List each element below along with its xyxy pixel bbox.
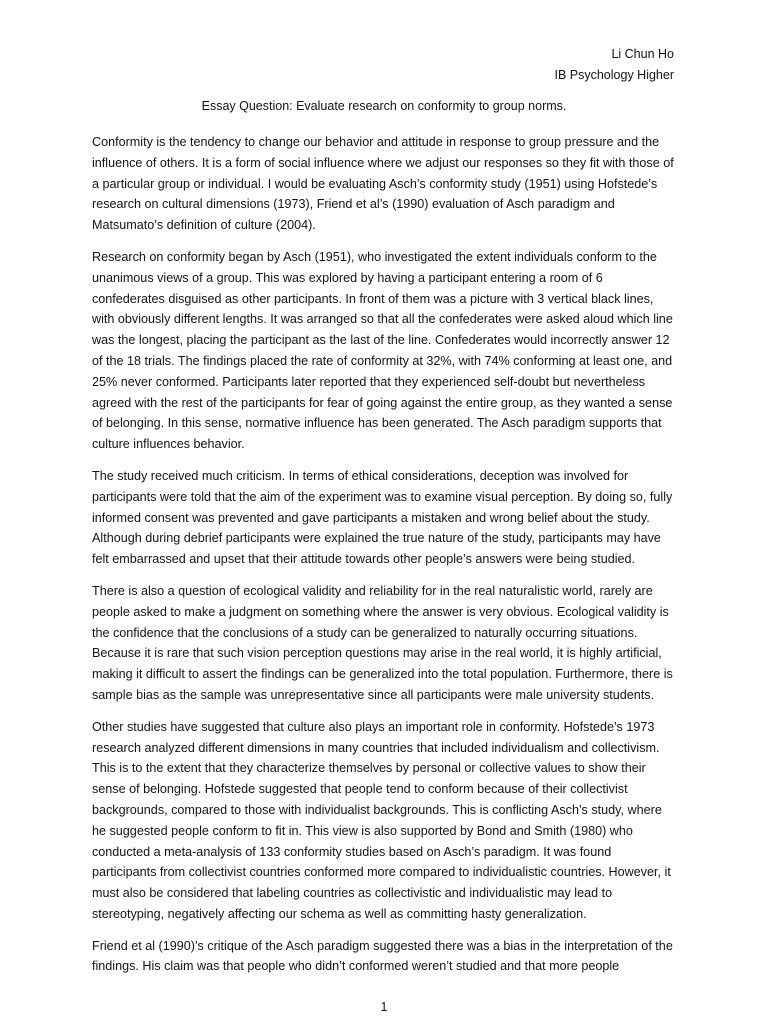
essay-question: Essay Question: Evaluate research on conformity to group norms. [201,99,567,113]
paragraph: Research on conformity began by Asch (1951), who investigated the extent individuals conform to the unanimous views of a group. This was explored by having a participant entering a room of 6 confederates disguised as other participants. In front of them was a picture with 3 vertical black lines, with obviously different lengths. It was arranged so that all the confederates were asked aloud which line was the longest, placing the participant as the last of the line. Confederates would incorrectly answer 12 of the 18 trials. The findings placed the rate of conformity at 32%, with 74% conforming at least one, and 25% never conformed. Participants later reported that they experienced self-doubt but nevertheless agreed with the rest of the participants for fear of going against the entire group, as they wanted a sense of belonging. In this sense, normative influence has been generated. The Asch paradigm supports that culture influences behavior. [92,249,673,452]
page-number: 1 [380,1000,388,1014]
paragraph: There is also a question of ecological validity and reliability for in the real naturalistic world, rarely are people asked to make a judgment on something where the answer is very obvious. Ecological validity is the confidence that the conclusions of a study can be generalized to naturally occurring situations. Because it is rare that such vision perception questions may arise in the real world, it is highly artificial, making it difficult to assert the findings can be generalized into the total population. Furthermore, there is sample bias as the sample was unrepresentative since all participants were male university students. [92,583,673,702]
author-name: Li Chun Ho [611,47,674,61]
paragraph: Conformity is the tendency to change our behavior and attitude in response to group pressure and the influence of others. It is a form of social influence where we adjust our responses so they fit with those of a particular group or individual. I would be evaluating Asch’s conformity study (1951) using Hofstede’s research on cultural dimensions (1973), Friend et al’s (1990) evaluation of Asch paradigm and Matsumato’s definition of culture (2004). [92,135,674,233]
paragraph: The study received much criticism. In terms of ethical considerations, deception was involved for participants were told that the aim of the experiment was to examine visual perception. By doing so, fully informed consent was prevented and gave participants a mistaken and wrong belief about the study. Although during debrief participants were explained the true nature of the study, participants may have felt embarrassed and upset that their attitude towards other people’s answers were being studied. [92,468,673,567]
essay-body [92,132,676,988]
course-name: IB Psychology Higher [554,68,674,82]
document-header [554,44,674,86]
paragraph: Friend et al (1990)’s critique of the Asch paradigm suggested there was a bias in the interpretation of the findings. His claim was that people who didn’t conformed weren’t studied and that more people [92,938,673,974]
paragraph: Other studies have suggested that culture also plays an important role in conformity. Hofstede’s 1973 research analyzed different dimensions in many countries that included individualism and collectivism. This is to the extent that they characterize themselves by personal or collective values to show their sense of belonging. Hofstede suggested that people tend to conform because of their collectivist backgrounds, compared to those with individualist backgrounds. This is conflicting Asch’s study, where he suggested people conform to fit in. This view is also supported by Bond and Smith (1980) who conducted a meta-analysis of 133 conformity studies based on Asch’s paradigm. It was found participants from collectivist countries conformed more compared to individualistic countries. However, it must also be considered that labeling countries as collectivistic and individualistic may lead to stereotyping, negatively affecting our schema as well as committing hasty generalization. [92,719,671,921]
